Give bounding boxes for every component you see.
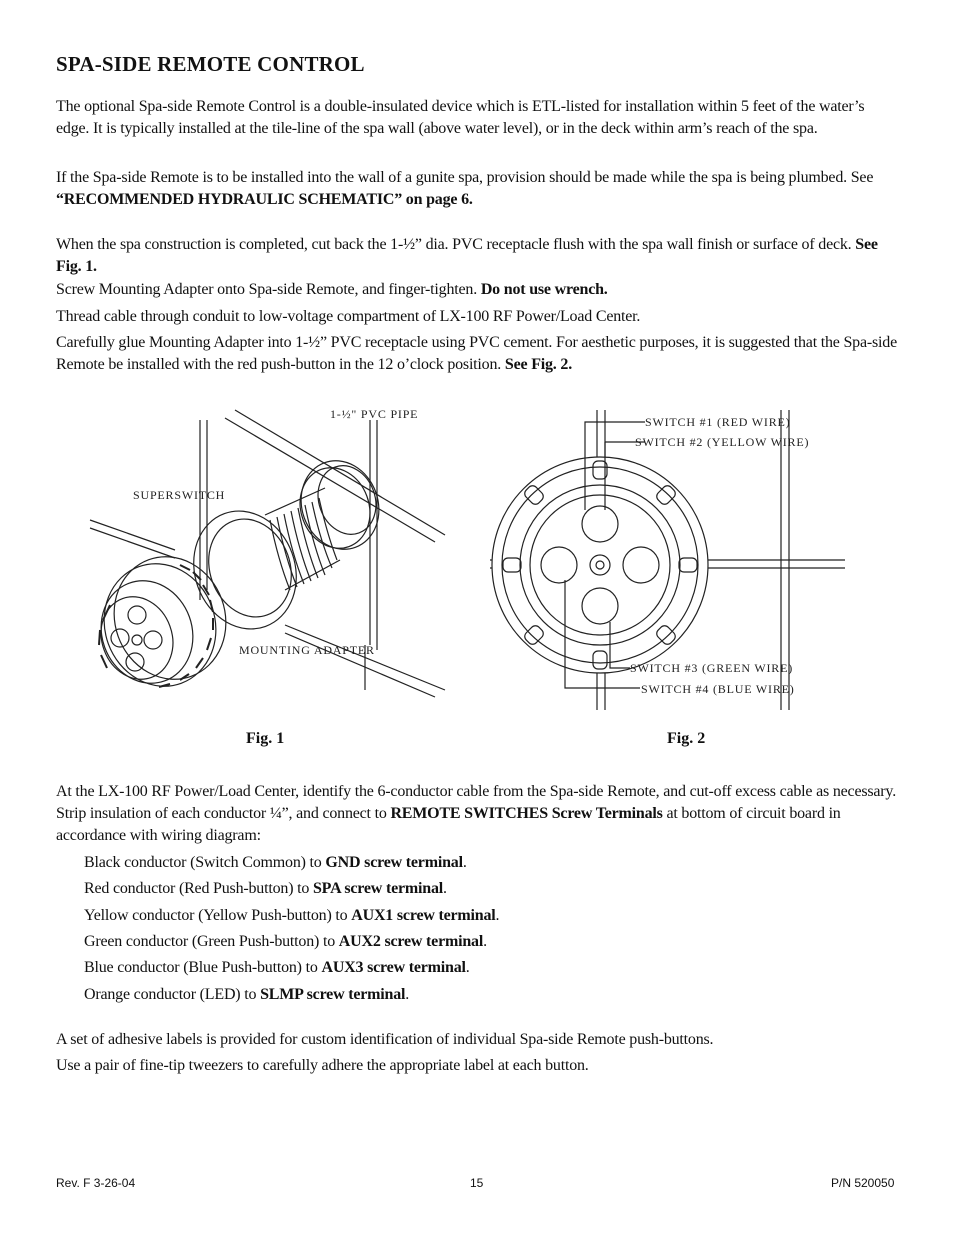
wiring-item-yellow xyxy=(84,905,884,927)
wiring-item-terminal: GND screw terminal xyxy=(325,854,463,871)
wiring-item-end: . xyxy=(483,933,487,950)
fig2-label-switch4: SWITCH #4 (BLUE WIRE) xyxy=(641,682,795,696)
no-wrench-warning: Do not use wrench. xyxy=(480,281,608,298)
fig1-label-superswitch: SUPERSWITCH xyxy=(133,488,226,502)
switch3-button xyxy=(623,547,659,583)
center-led xyxy=(590,555,610,575)
wiring-item-terminal: AUX3 screw terminal xyxy=(321,959,466,976)
wiring-item-end: . xyxy=(462,854,467,871)
step4-text: Carefully glue Mounting Adapter into 1-½” PVC receptacle using PVC cement. For aesthetic purposes, it is suggested that the Spa-side Remote be installed with the red push-button in the 12 o’clock position. xyxy=(56,334,897,373)
intro-paragraph-2 xyxy=(56,167,901,211)
fig1-label-pvc-pipe: 1-½" PVC PIPE xyxy=(330,407,419,421)
button-right xyxy=(144,631,162,649)
wiring-item-text: Blue conductor (Blue Push-button) to xyxy=(84,959,322,976)
wiring-item-end: . xyxy=(495,907,500,924)
fig2-caption: Fig. 2 xyxy=(667,730,706,747)
wiring-intro-text: At the LX-100 RF Power/Load Center, identify the 6-conductor cable from the Spa-side Remote, and cut-off excess cable as necessary. Strip insulation of each conductor ¼”, and connect to xyxy=(56,783,896,822)
step2-text: Screw Mounting Adapter onto Spa-side Remote, and finger-tighten. xyxy=(56,281,481,298)
wiring-item-black xyxy=(84,852,884,874)
adapter-threads xyxy=(265,488,340,590)
wiring-item-terminal: AUX1 screw terminal xyxy=(351,907,496,924)
wiring-item-text: Red conductor (Red Push-button) to xyxy=(84,880,313,897)
wiring-item-text: Orange conductor (LED) to xyxy=(84,986,261,1003)
fig1-illustration xyxy=(85,400,465,715)
wiring-item-red xyxy=(84,878,884,900)
wiring-item-blue xyxy=(84,957,884,979)
step1-text: When the spa construction is completed, cut back the 1-½” dia. PVC receptacle flush with the spa wall finish or surface of deck. xyxy=(56,236,856,253)
footer-revision: Rev. F 3-26-04 xyxy=(56,1176,136,1190)
superswitch-body xyxy=(87,548,233,702)
fig1-caption: Fig. 1 xyxy=(246,730,285,747)
step-thread-cable: Thread cable through conduit to low-voltage compartment of LX-100 RF Power/Load Center. xyxy=(56,308,641,325)
wiring-item-green xyxy=(84,931,884,953)
wiring-item-text: Yellow conductor (Yellow Push-button) to xyxy=(84,907,352,924)
footer-page-number: 15 xyxy=(470,1176,484,1190)
wiring-item-terminal: SLMP screw terminal xyxy=(260,986,406,1003)
labels-note-1: A set of adhesive labels is provided for custom identification of individual Spa-side Remote push-buttons. xyxy=(56,1031,714,1048)
fig1-grid-line xyxy=(235,410,445,535)
wiring-item-orange xyxy=(84,984,884,1006)
step-screw-adapter xyxy=(56,279,901,301)
fig1-label-mounting-adapter: MOUNTING ADAPTER xyxy=(239,643,375,657)
footer-part-number: P/N 520050 xyxy=(831,1176,895,1190)
button-top xyxy=(128,606,146,624)
see-fig1-reference: See Fig. 1. xyxy=(56,236,878,275)
remote-switches-terminals: REMOTE SWITCHES Screw Terminals xyxy=(390,805,663,822)
fig2-label-switch2: SWITCH #2 (YELLOW WIRE) xyxy=(635,435,810,449)
wiring-intro xyxy=(56,781,901,847)
wiring-item-end: . xyxy=(443,880,447,897)
fig2-label-switch1: SWITCH #1 (RED WIRE) xyxy=(645,415,791,429)
wiring-intro-tail: at bottom of circuit board in accordance with wiring diagram: xyxy=(56,805,841,844)
intro-paragraph-1: The optional Spa-side Remote Control is a double-insulated device which is ETL-listed for installation within 5 feet of the water’s edge. It is typically installed at the tile-line of the spa wall (above water level), or in the deck within arm’s reach of the spa. xyxy=(56,98,865,137)
fig2-illustration xyxy=(485,400,845,715)
switch2-button xyxy=(541,547,577,583)
wiring-item-end: . xyxy=(465,959,470,976)
switch4-button xyxy=(582,588,618,624)
intro-p2-text: If the Spa-side Remote is to be installed into the wall of a gunite spa, provision should be made while the spa is being plumbed. See xyxy=(56,169,874,186)
switch1-button xyxy=(582,506,618,542)
wiring-item-terminal: SPA screw terminal xyxy=(312,880,443,897)
wiring-item-text: Black conductor (Switch Common) to xyxy=(84,854,326,871)
fig2-label-switch3: SWITCH #3 (GREEN WIRE) xyxy=(630,661,794,675)
hydraulic-schematic-reference: “RECOMMENDED HYDRAULIC SCHEMATIC” on page 6. xyxy=(56,191,473,208)
center-led xyxy=(132,635,142,645)
see-fig2-reference: See Fig. 2. xyxy=(504,356,573,373)
step-cut-receptacle xyxy=(56,234,901,278)
wiring-item-end: . xyxy=(405,986,410,1003)
button-left xyxy=(111,629,129,647)
labels-note-2: Use a pair of fine-tip tweezers to carefully adhere the appropriate label at each button. xyxy=(56,1057,589,1074)
wiring-item-text: Green conductor (Green Push-button) to xyxy=(84,933,339,950)
step-glue-adapter xyxy=(56,332,901,376)
page-title: SPA-SIDE REMOTE CONTROL xyxy=(56,52,365,76)
wiring-item-terminal: AUX2 screw terminal xyxy=(338,933,484,950)
